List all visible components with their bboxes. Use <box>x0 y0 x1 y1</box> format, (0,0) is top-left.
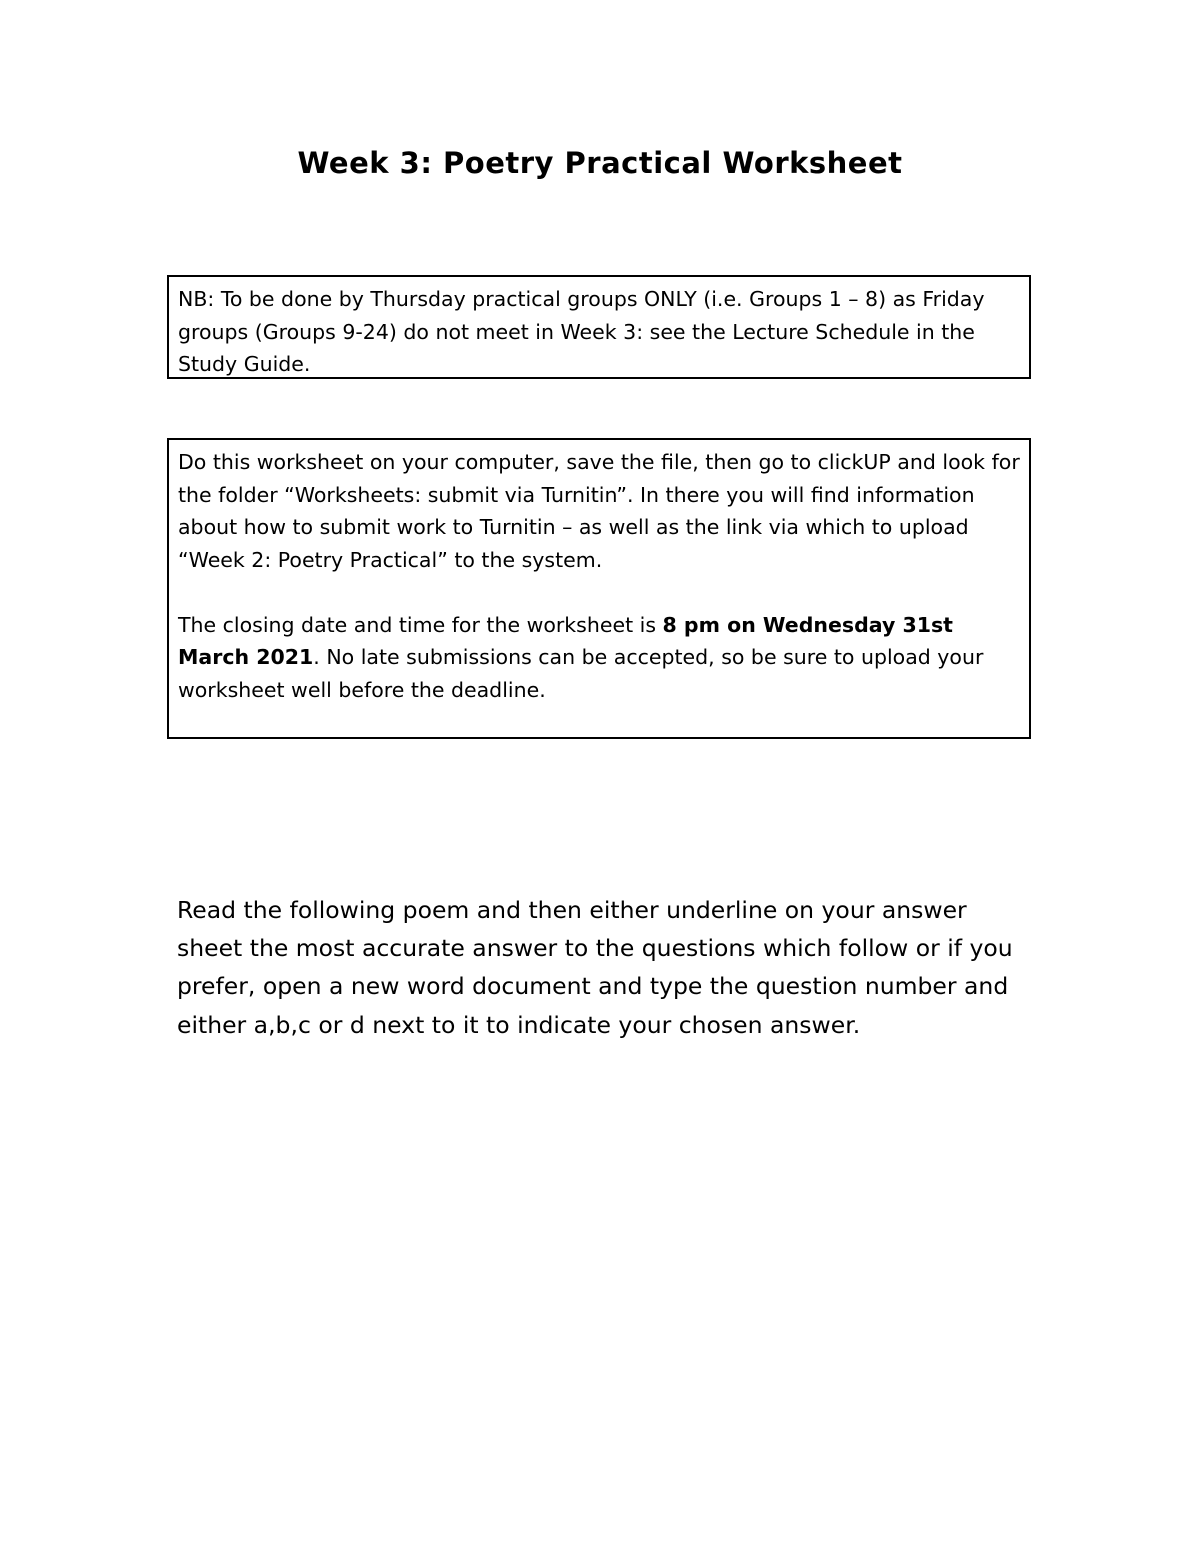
deadline-paragraph <box>178 609 1020 707</box>
nb-notice-text: NB: To be done by Thursday practical groups ONLY (i.e. Groups 1 – 8) as Friday groups (Groups 9-24) do not meet in Week 3: see the Lecture Schedule in the Study Guide. <box>178 287 985 376</box>
page-title: Week 3: Poetry Practical Worksheet <box>297 146 903 180</box>
nb-notice-box <box>167 275 1031 379</box>
deadline-suffix: . No late submissions can be accepted, so be sure to upload your worksheet well before the deadline. <box>178 645 984 702</box>
reading-instructions: Read the following poem and then either underline on your answer sheet the most accurate answer to the questions which follow or if you prefer, open a new word document and type the question number and either a,b,c or d next to it to indicate your chosen answer. <box>177 896 1013 1039</box>
submission-info-box <box>167 438 1031 739</box>
paragraph-spacer <box>178 576 1020 609</box>
submission-instructions: Do this worksheet on your computer, save the file, then go to clickUP and look for the folder “Worksheets: submit via Turnitin”. In there you will find information about how to submit work to Turnitin – as well as the link via which to upload “Week 2: Poetry Practical” to the system. <box>178 450 1020 572</box>
deadline-date: 8 pm on Wednesday 31st March 2021 <box>178 612 953 669</box>
deadline-prefix: The closing date and time for the worksheet is <box>178 612 663 637</box>
